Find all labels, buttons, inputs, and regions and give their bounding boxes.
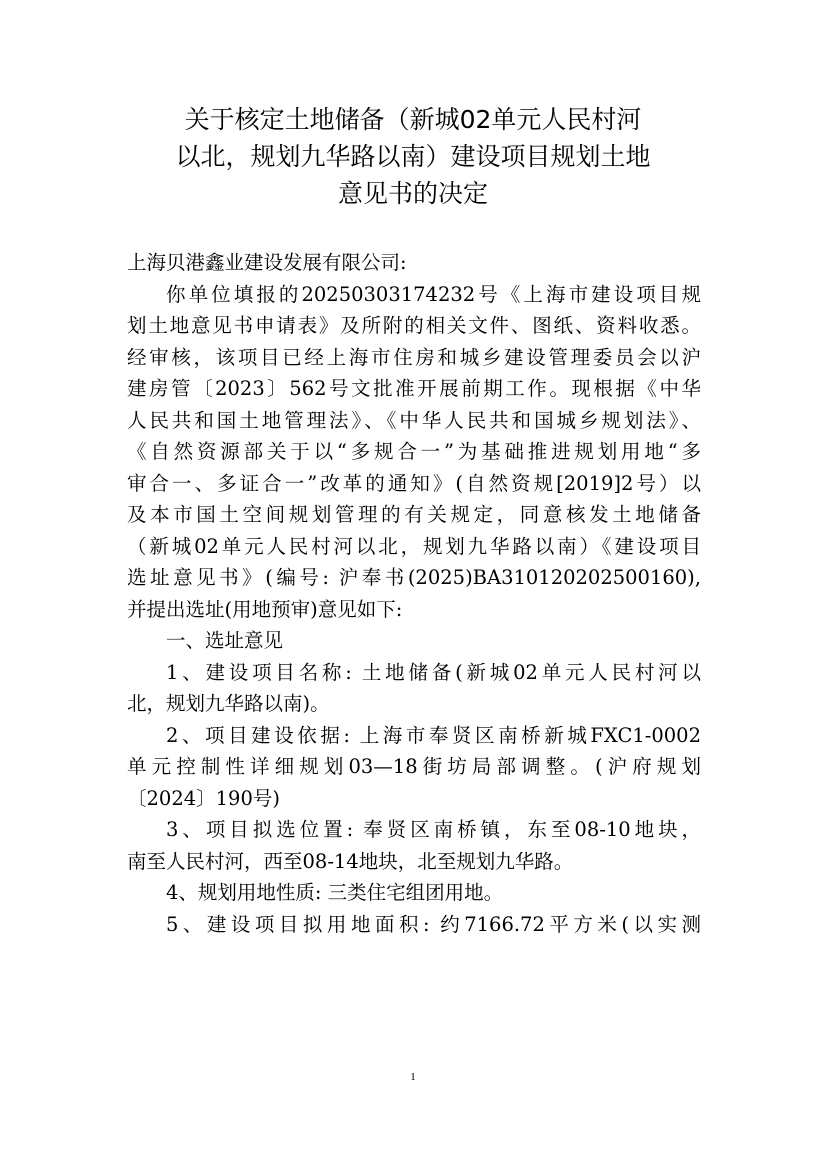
- paragraph-line: 划土地意见书申请表》及所附的相关文件、图纸、资料收悉。: [127, 314, 701, 337]
- paragraph-line: 选址意见书》(编号: 沪奉书(2025)BA310120202500160),: [127, 566, 701, 589]
- document-body: [127, 247, 701, 940]
- item-line: 5、建设项目拟用地面积: 约7166.72平方米(以实测: [166, 912, 701, 936]
- item-line: 南至人民村河，西至08-14地块，北至规划九华路。: [127, 849, 574, 873]
- item-line: 1、建设项目名称: 土地储备(新城02单元人民村河以: [166, 660, 701, 684]
- document-title: [100, 101, 726, 212]
- addressee: 上海贝港鑫业建设发展有限公司:: [127, 251, 407, 274]
- item-line: 4、规划用地性质: 三类住宅组团用地。: [166, 881, 504, 904]
- paragraph-line: （新城02单元人民村河以北，规划九华路以南）《建设项目: [127, 534, 701, 558]
- section-heading: 一、选址意见: [166, 629, 284, 652]
- item-line: 2、项目建设依据: 上海市奉贤区南桥新城FXC1-0002: [166, 723, 701, 747]
- title-line: 关于核定土地储备（新城02单元人民村河: [184, 105, 642, 134]
- title-line: 以北，规划九华路以南）建设项目规划土地: [175, 142, 651, 171]
- paragraph-line: 审合一、多证合一”改革的通知》(自然资规[2019]2号）以: [127, 471, 701, 495]
- title-line: 意见书的决定: [337, 179, 488, 208]
- paragraph-line: 及本市国土空间规划管理的有关规定，同意核发土地储备: [127, 503, 701, 526]
- paragraph-line: 《自然资源部关于以“多规合一”为基础推进规划用地“多: [127, 440, 701, 463]
- item-line: 北，规划九华路以南)。: [127, 692, 330, 715]
- item-line: 单元控制性详细规划03—18街坊局部调整。(沪府规划: [127, 755, 701, 778]
- paragraph-line: 你单位填报的20250303174232号《上海市建设项目规: [166, 282, 701, 306]
- paragraph-line: 人民共和国土地管理法》、《中华人民共和国城乡规划法》、: [127, 408, 701, 432]
- item-line: 3、项目拟选位置: 奉贤区南桥镇，东至08-10地块，: [166, 818, 701, 841]
- paragraph-line: 并提出选址(用地预审)意见如下:: [127, 597, 403, 621]
- item-line: 〔2024〕190号): [127, 786, 280, 810]
- page-number: 1: [410, 1071, 416, 1083]
- paragraph-line: 建房管〔2023〕562号文批准开展前期工作。现根据《中华: [127, 377, 701, 400]
- paragraph-line: 经审核，该项目已经上海市住房和城乡建设管理委员会以沪: [127, 345, 701, 369]
